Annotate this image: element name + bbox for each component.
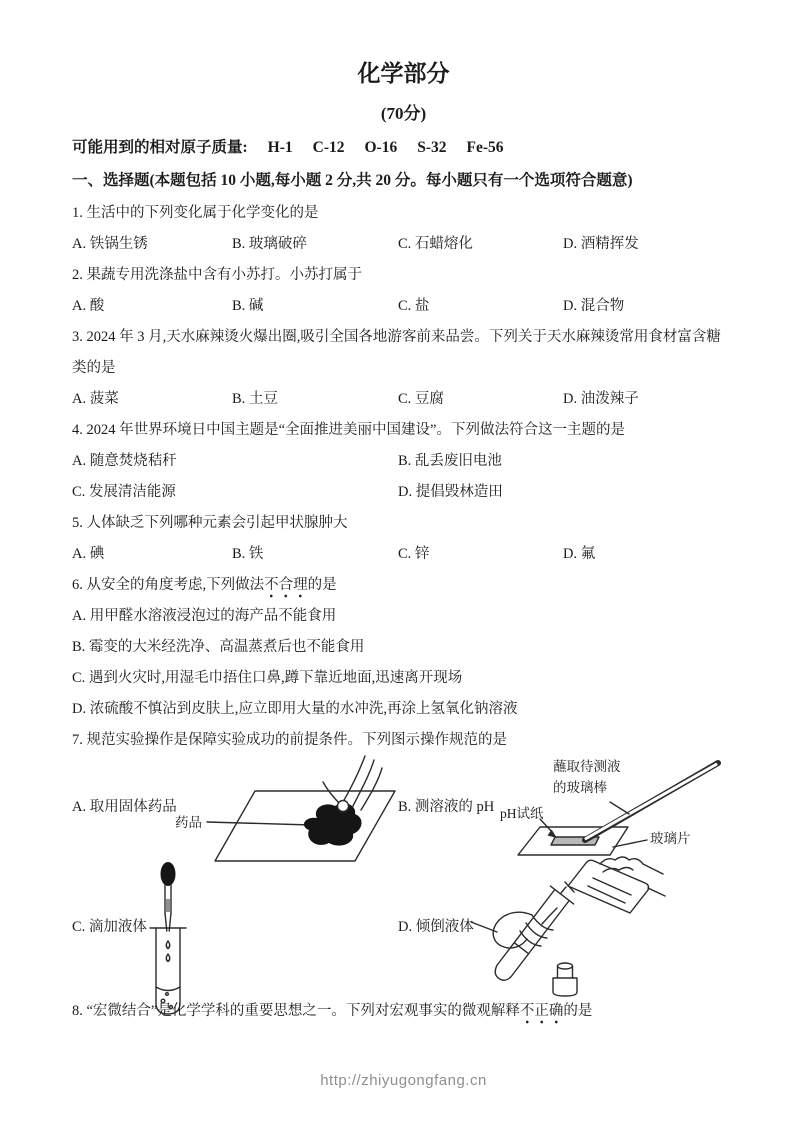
option-7d: D. 倾倒液体 [398, 919, 474, 935]
question-5-stem: 5. 人体缺乏下列哪种元素会引起甲状腺肿大 [72, 515, 348, 531]
option-2a: A. 酸 [72, 298, 105, 314]
option-3a: A. 菠菜 [72, 391, 119, 407]
atomic-mass-c: C-12 [312, 139, 345, 156]
section-header: 一、选择题(本题包括 10 小题,每小题 2 分,共 20 分。每小题只有一个选项符合题意) [72, 172, 633, 189]
option-6b: B. 霉变的大米经洗净、高温蒸煮后也不能食用 [72, 639, 365, 655]
atomic-mass-s: S-32 [417, 139, 447, 156]
question-6-stem-post: 的是 [307, 577, 337, 593]
option-1c: C. 石蜡熔化 [398, 236, 473, 252]
figure-taking-solid-illustration [165, 756, 400, 868]
question-6-stem [72, 570, 735, 601]
annotation-drug: 药品 [175, 815, 202, 830]
figure-pouring-liquid-illustration [465, 856, 670, 1006]
question-7-stem: 7. 规范实验操作是保障实验成功的前提条件。下列图示操作规范的是 [72, 732, 507, 748]
option-1a: A. 铁锅生锈 [72, 236, 148, 252]
question-7-figures [72, 756, 735, 996]
option-5b: B. 铁 [232, 546, 264, 562]
option-6c: C. 遇到火灾时,用湿毛巾捂住口鼻,蹲下靠近地面,迅速离开现场 [72, 670, 463, 686]
option-1d: D. 酒精挥发 [563, 236, 639, 252]
question-2-options [72, 291, 735, 322]
option-1b: B. 玻璃破碎 [232, 236, 307, 252]
option-4a: A. 随意焚烧秸秆 [72, 453, 177, 469]
option-3c: C. 豆腐 [398, 391, 444, 407]
option-5d: D. 氟 [563, 546, 596, 562]
total-score: (70分) [380, 104, 427, 123]
atomic-mass-fe: Fe-56 [466, 139, 504, 156]
option-3d: D. 油泼辣子 [563, 391, 639, 407]
annotation-ph-paper: pH试纸 [500, 806, 544, 821]
annotation-glass-rod-line2: 的玻璃棒 [553, 780, 607, 795]
question-4-options-ab [72, 446, 735, 477]
option-2b: B. 碱 [232, 298, 264, 314]
question-6-stem-pre: 6. 从安全的角度考虑,下列做法 [72, 577, 265, 593]
atomic-mass-line [72, 136, 735, 160]
option-2c: C. 盐 [398, 298, 430, 314]
option-7c: C. 滴加液体 [72, 919, 147, 935]
question-8-stem-pre: 8. “宏微结合”是化学学科的重要思想之一。下列对宏观事实的微观解释 [72, 1003, 520, 1019]
option-4b: B. 乱丢废旧电池 [398, 453, 502, 469]
annotation-glass-rod-line1: 蘸取待测液 [553, 759, 621, 774]
question-8-stem-post: 的是 [563, 1003, 593, 1019]
annotation-glass-plate: 玻璃片 [650, 831, 691, 846]
question-4-stem: 4. 2024 年世界环境日中国主题是“全面推进美丽中国建设”。下列做法符合这一主题的是 [72, 422, 625, 438]
question-2-stem: 2. 果蔬专用洗涤盐中含有小苏打。小苏打属于 [72, 267, 362, 283]
figure-dropper-illustration [138, 861, 200, 1019]
atomic-mass-o: O-16 [364, 139, 398, 156]
watermark-url: http://zhiyugongfang.cn [320, 1072, 487, 1089]
option-4c: C. 发展清洁能源 [72, 484, 176, 500]
question-1-stem: 1. 生活中的下列变化属于化学变化的是 [72, 205, 319, 221]
atomic-mass-label: 可能用到的相对原子质量: [72, 139, 248, 156]
option-5c: C. 锌 [398, 546, 430, 562]
option-4d: D. 提倡毁林造田 [398, 484, 503, 500]
question-3-options [72, 384, 735, 415]
option-6a: A. 用甲醛水溶液浸泡过的海产品不能食用 [72, 608, 337, 624]
option-6d: D. 浓硫酸不慎沾到皮肤上,应立即用大量的水冲洗,再涂上氢氧化钠溶液 [72, 701, 518, 717]
option-3b: B. 土豆 [232, 391, 278, 407]
question-1-options [72, 229, 735, 260]
option-2d: D. 混合物 [563, 298, 625, 314]
question-3-stem-line1: 3. 2024 年 3 月,天水麻辣烫火爆出圈,吸引全国各地游客前来品尝。下列关于天水麻辣烫常用食材富含糖 [72, 329, 721, 345]
figure-measuring-ph-illustration [495, 761, 740, 865]
question-3-stem-line2: 类的是 [72, 360, 116, 376]
option-5a: A. 碘 [72, 546, 105, 562]
question-5-options [72, 539, 735, 570]
page-title: 化学部分 [357, 61, 450, 86]
question-4-options-cd [72, 477, 735, 508]
atomic-mass-h: H-1 [267, 139, 293, 156]
option-7a: A. 取用固体药品 [72, 799, 177, 815]
question-6-stem-emphasis: 不合理 [264, 577, 308, 599]
option-7b: B. 测溶液的 pH [398, 799, 495, 815]
question-8-stem-emphasis: 不正确 [520, 1003, 564, 1025]
